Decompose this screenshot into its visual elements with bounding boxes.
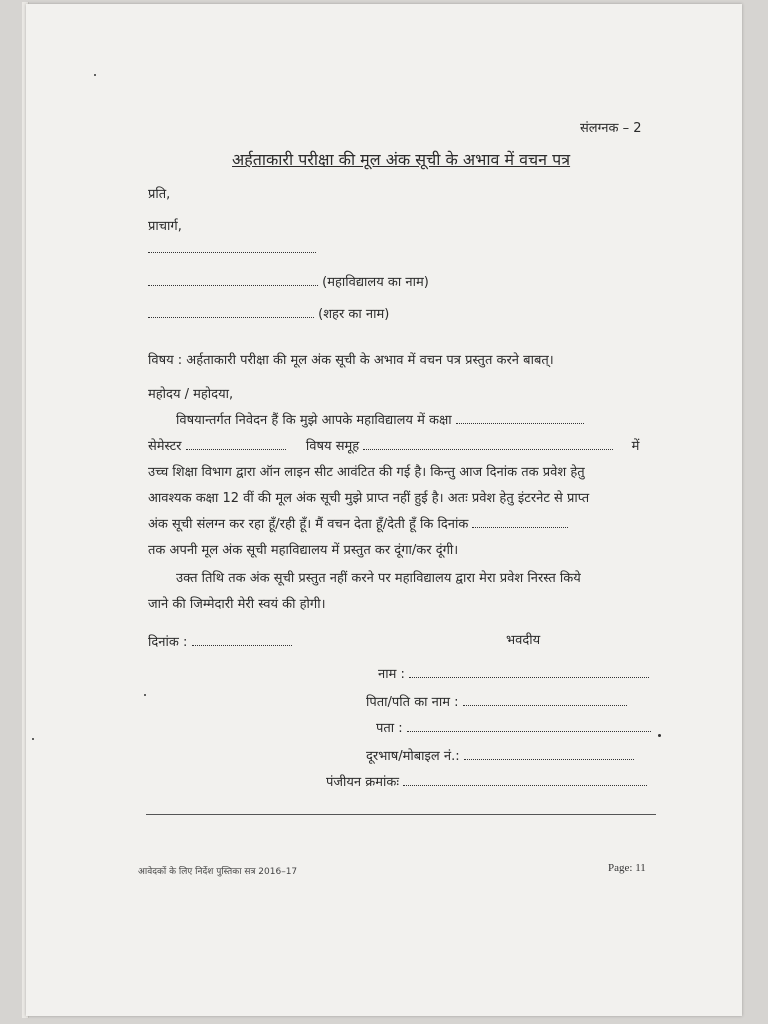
body-line-5: [148, 512, 568, 538]
scan-speck: [94, 74, 96, 76]
registration-blank: [403, 773, 647, 786]
fill-in-blank: [148, 240, 316, 253]
scan-speck: [32, 738, 34, 740]
college-name-blank: [148, 273, 318, 286]
subject-group-label: विषय समूह: [305, 439, 360, 454]
city-name-line: [148, 304, 389, 322]
page-number: Page: 11: [608, 862, 646, 874]
class-blank: [456, 411, 584, 424]
father-name-blank: [463, 693, 627, 706]
address-label: पता :: [376, 721, 403, 736]
college-name-label: (महाविद्यालय का नाम): [322, 275, 429, 290]
yours-faithfully: भवदीय: [506, 633, 541, 648]
body-text: अंक सूची संलग्न कर रहा हूँ/रही हूँ। मैं वचन देता हूँ/देती हूँ कि दिनांक: [148, 517, 469, 532]
phone-label: दूरभाष/मोबाइल नं.:: [366, 749, 460, 764]
phone-blank: [464, 747, 634, 760]
scan-speck: [144, 694, 146, 696]
recipient-label: प्राचार्ग,: [148, 219, 182, 234]
subject-group-blank: [363, 437, 613, 450]
footer-divider: [146, 814, 656, 815]
semester-blank: [186, 437, 286, 450]
date-label: दिनांक :: [148, 635, 188, 650]
semester-label: सेमेस्टर: [148, 439, 182, 454]
subject-line: विषय : अर्हताकारी परीक्षा की मूल अंक सूची के अभाव में वचन पत्र प्रस्तुत करने बाबत्।: [148, 353, 554, 368]
father-name-label: पिता/पति का नाम :: [366, 695, 459, 710]
body-line-7: उक्त तिथि तक अंक सूची प्रस्तुत नहीं करने पर महाविद्यालय द्वारा मेरा प्रवेश निरस्त किये: [176, 571, 581, 586]
registration-label: पंजीयन क्रमांकः: [326, 775, 400, 790]
salutation: महोदय / महोदया,: [148, 387, 234, 402]
body-line-1: [176, 408, 584, 434]
father-name-line: [366, 692, 627, 710]
date-field-blank: [192, 633, 292, 646]
scan-speck: [658, 734, 661, 737]
city-name-label: (शहर का नाम): [318, 307, 390, 322]
footer-booklet-label: आवेदकों के लिए निर्देश पुस्तिका सत्र 2016–17: [138, 867, 298, 877]
blank-line-1: [148, 240, 316, 257]
address-line: [376, 718, 651, 736]
body-line-6: तक अपनी मूल अंक सूची महाविद्यालय में प्रस्तुत कर दूंगा/कर दूंगी।: [148, 543, 459, 558]
name-blank: [409, 665, 649, 678]
phone-line: [366, 746, 634, 764]
body-text: में: [631, 439, 640, 454]
city-name-blank: [148, 305, 314, 318]
college-name-line: [148, 272, 429, 290]
body-line-4: आवश्यक कक्षा 12 वीं की मूल अंक सूची मुझे प्राप्त नहीं हुई है। अतः प्रवेश हेतु इंटरनेट से प्राप्त: [148, 491, 590, 506]
to-label: प्रति,: [148, 187, 171, 202]
body-line-8: जाने की जिम्मेदारी मेरी स्वयं की होगी।: [148, 597, 326, 612]
body-text: विषयान्तर्गत निवेदन हैं कि मुझे आपके महाविद्यालय में कक्षा: [176, 413, 452, 428]
registration-line: [326, 772, 647, 790]
name-label: नाम :: [378, 667, 405, 682]
name-line: [378, 664, 649, 682]
annexure-label: संलग्नक – 2: [580, 121, 642, 136]
document-page: [26, 4, 742, 1016]
body-line-2: [148, 434, 639, 460]
date-blank: [472, 515, 568, 528]
body-line-3: उच्च शिक्षा विभाग द्वारा ऑन लाइन सीट आवंटित की गई है। किन्तु आज दिनांक तक प्रवेश हेतु: [148, 465, 585, 480]
document-title: अर्हताकारी परीक्षा की मूल अंक सूची के अभाव में वचन पत्र: [232, 150, 571, 169]
address-blank: [407, 719, 651, 732]
date-line: [148, 632, 292, 650]
